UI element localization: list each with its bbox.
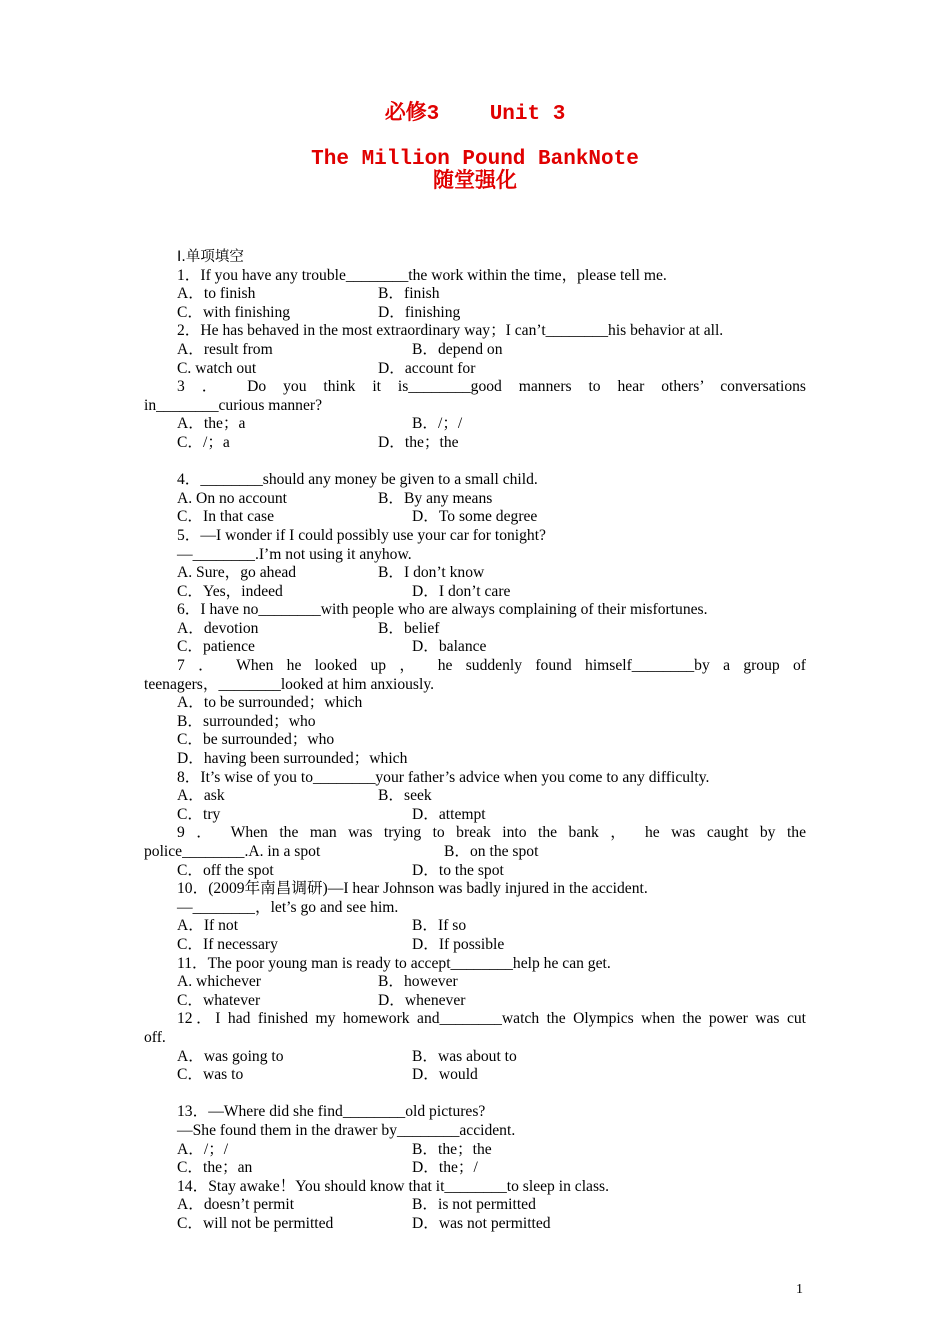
question-9-stem-line2 [144,843,806,862]
question-9-options-cd [144,862,806,881]
option-a: A．/；/ [177,1140,229,1158]
option-b: B．on the spot [444,843,539,860]
option-a: A．to finish [177,285,256,303]
option-b: B．is not permitted [412,1196,536,1214]
question-7-option-b: B．surrounded；who [177,712,316,730]
option-a: A．If not [177,917,239,935]
question-11-stem: 11．The poor young man is ready to accept________help he can get. [177,954,611,972]
question-1-options-cd [144,304,806,323]
header-lesson-title: The Million Pound BankNote [311,148,639,171]
question-11-options-cd [144,992,806,1011]
question-1-stem: 1．If you have any trouble________the work within the time，please tell me. [177,266,667,284]
option-c: C．try [177,805,221,823]
question-6-stem: 6．I have no________with people who are always complaining of their misfortunes. [177,601,708,619]
page-number: 1 [796,1282,803,1297]
option-d: D．the；/ [412,1159,478,1177]
option-b: B．however [378,973,458,991]
question-8-stem: 8．It’s wise of you to________your father’s advice when you come to any difficulty. [177,768,710,786]
section-heading: Ⅰ.单项填空 [177,249,244,265]
question-2-options-cd [144,360,806,379]
question-1-options-ab [144,285,806,304]
option-a: A．result from [177,340,273,358]
option-c: C．Yes，indeed [177,582,283,600]
question-3-stem-line2: in________curious manner? [144,396,322,414]
question-12-options-cd [144,1066,806,1085]
question-7-option-a: A．to be surrounded；which [177,694,363,712]
question-6-options-ab [144,620,806,639]
option-b: B．belief [378,619,440,637]
question-7-stem-line1: 7 ． When he looked up ， he suddenly found himself________by a group of [177,657,806,675]
question-3-options-cd [144,434,806,453]
option-c: C．In that case [177,508,274,526]
question-2-stem: 2．He has behaved in the most extraordinary way；I can’t________his behavior at all. [177,322,724,340]
question-5-options-cd [144,583,806,602]
option-d: D．was not permitted [412,1214,551,1232]
exercise-content [144,248,806,1233]
option-a: A．devotion [177,619,259,637]
option-d: D．to the spot [412,861,504,879]
option-d: D．would [412,1066,478,1084]
option-b: B．I don’t know [378,564,485,582]
option-a: A. On no account [177,489,287,507]
option-b: B．finish [378,285,440,303]
question-4-stem: 4．________should any money be given to a small child. [177,471,538,489]
question-13-stem-line2: —She found them in the drawer by________accident. [177,1121,516,1139]
question-12-stem-line2: off. [144,1028,166,1046]
question-13-options-cd [144,1159,806,1178]
question-10-stem-line1: 10．(2009年南昌调研)—I hear Johnson was badly injured in the accident. [177,880,648,898]
question-10-options-cd [144,936,806,955]
option-c: C．If necessary [177,935,278,953]
option-c: C. watch out [177,359,257,377]
question-4-options-cd [144,508,806,527]
option-d: D．I don’t care [412,582,511,600]
question-3-options-ab [144,415,806,434]
question-10-options-ab [144,917,806,936]
question-14-options-cd [144,1215,806,1234]
option-b: B．If so [412,917,467,935]
option-a: A．doesn’t permit [177,1196,295,1214]
option-c: C．off the spot [177,861,274,879]
question-5-stem-line2: —________.I’m not using it anyhow. [177,545,412,563]
question-5-options-ab [144,564,806,583]
option-c: C．whatever [177,991,261,1009]
question-7-option-d: D．having been surrounded；which [177,750,408,768]
option-c: C．/；a [177,433,230,451]
question-11-options-ab [144,973,806,992]
header-book-unit: 必修3 Unit 3 [384,103,566,126]
question-4-options-ab [144,490,806,509]
option-d: D．account for [378,359,476,377]
option-b: B．depend on [412,340,503,358]
option-d: D．To some degree [412,508,538,526]
option-b: B．the；the [412,1140,492,1158]
question-2-options-ab [144,341,806,360]
question-14-options-ab [144,1196,806,1215]
option-a: A．was going to [177,1047,284,1065]
option-b: B．By any means [378,489,493,507]
question-8-options-cd [144,806,806,825]
question-7-stem-line2: teenagers，________looked at him anxiously. [144,675,435,693]
header-subtitle: 随堂强化 [433,171,517,194]
question-12-options-ab [144,1048,806,1067]
question-3-stem-line1: 3 ． Do you think it is________good manners to hear others’ conversations [177,378,806,396]
option-c: C．patience [177,638,255,656]
option-c: C．was to [177,1066,244,1084]
question-5-stem-line1: 5．—I wonder if I could possibly use your car for tonight? [177,526,546,544]
option-a: A．the；a [177,415,246,433]
question-9-stem-line1: 9 ． When the man was trying to break into the bank ， he was caught by the [177,824,806,842]
question-14-stem: 14．Stay awake！You should know that it________to sleep in class. [177,1177,609,1195]
option-a: A. whichever [177,973,261,991]
option-d: D．finishing [378,303,461,321]
question-7-option-c: C．be surrounded；who [177,731,335,749]
option-d: D．attempt [412,805,486,823]
option-b: B．seek [378,787,432,805]
option-d: D．If possible [412,935,505,953]
option-a: A．ask [177,787,225,805]
question-13-options-ab [144,1141,806,1160]
option-b: B．/；/ [412,415,463,433]
question-13-stem-line1: 13．—Where did she find________old pictures? [177,1103,486,1121]
question-6-options-cd [144,638,806,657]
question-9-stem-tail-option-a: police________.A. in a spot [144,843,321,860]
option-c: C．the；an [177,1159,253,1177]
question-8-options-ab [144,787,806,806]
question-12-stem-line1: 12．I had finished my homework and________watch the Olympics when the power was cut [177,1010,806,1028]
option-d: D．balance [412,638,487,656]
question-10-stem-line2: —________，let’s go and see him. [177,898,399,916]
option-c: C．with finishing [177,303,291,321]
option-d: D．whenever [378,991,466,1009]
option-d: D．the；the [378,433,459,451]
option-b: B．was about to [412,1047,517,1065]
option-a: A. Sure，go ahead [177,564,297,582]
option-c: C．will not be permitted [177,1214,334,1232]
